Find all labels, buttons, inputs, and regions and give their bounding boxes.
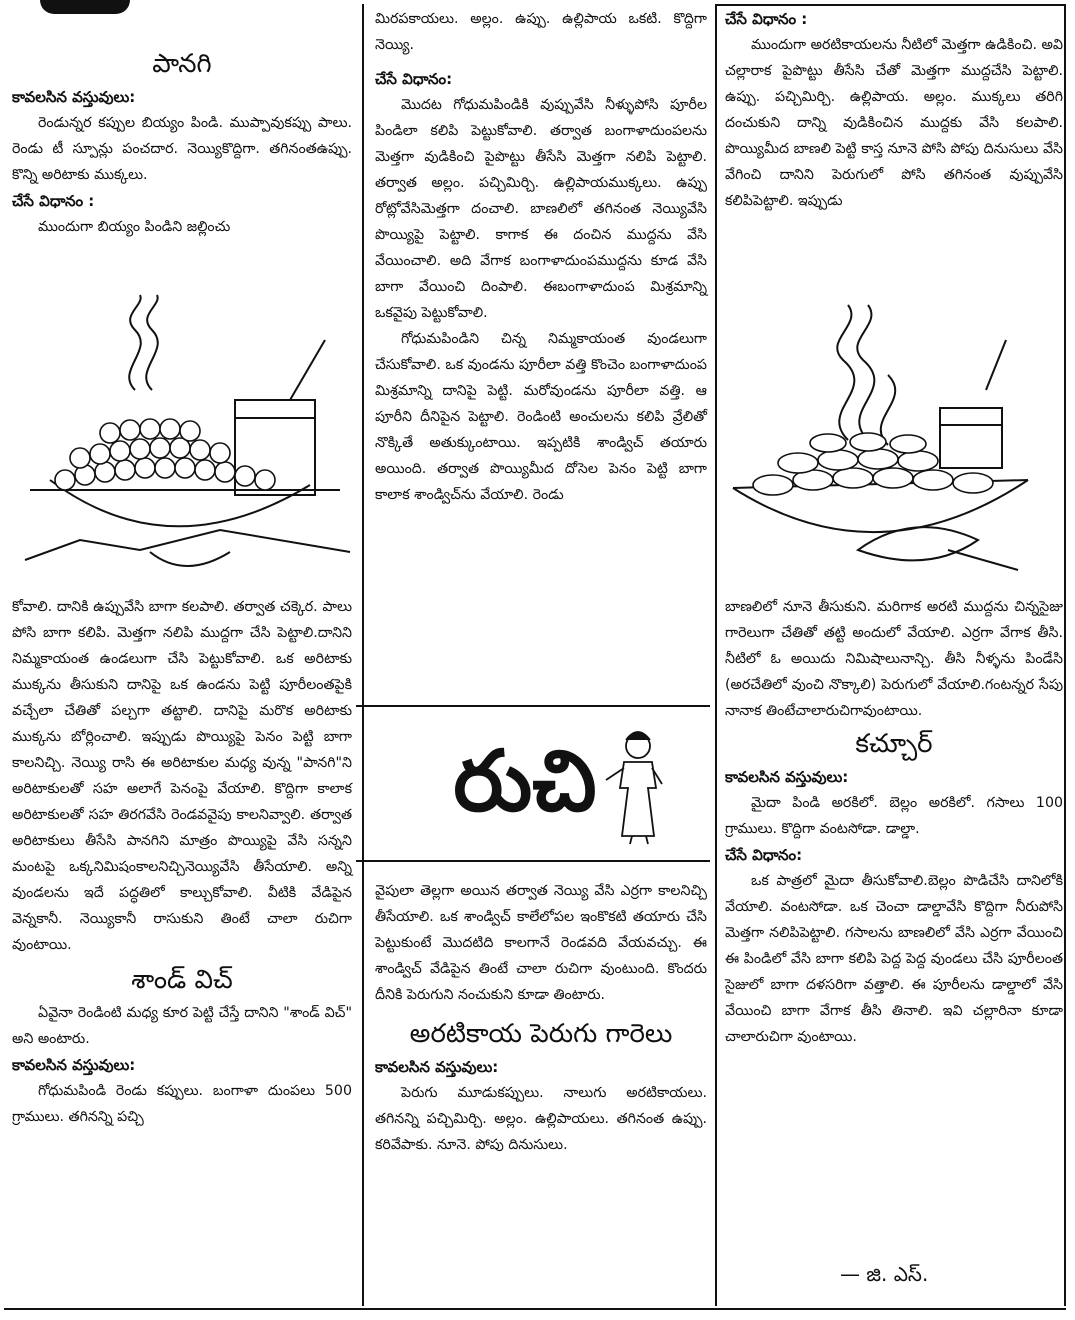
author-signature: — జి. ఎస్. bbox=[840, 1262, 929, 1286]
sandwich-ingredients-heading: కావలసిన వస్తువులు: bbox=[12, 1056, 136, 1074]
brush-stroke-decoration bbox=[40, 0, 130, 14]
sandwich-method-continued: వైపులా తెల్లగా అయిన తర్వాత నెయ్యి వేసి ఎర్రగా కాలనిచ్చి తీసేయాలి. ఒక శాండ్విచ్ కాలేలోపల ఇంకొకటి తయారు చేసి పెట్టుకుంటే మొదటిది కాలగానే రెండవది వేయవచ్చు. ఈ శాండ్విచ్ వేడిపైన తింటే చాలా రుచిగా వుంటుంది. కొందరు దీనికి పెరుగుని నంచుకుని కూడా తింటారు. bbox=[375, 883, 707, 1003]
panagi-method-continued: కోవాలి. దానికి ఉప్పువేసి బాగా కలపాలి. తర్వాత చక్కెర. పాలు పోసి బాగా కలిపి. మెత్తగా నలిపి ముద్దగా చేసి పెట్టాలి.దానిని నిమ్మకాయంత ఉండలుగా చేసి పెట్టుకోవాలి. ఒక అరిటాకు ముక్కను తీసుకుని దానిపై ఒక ఉండను పెట్టి పూరీలంతపైకి వచ్చేలా చేతితో పల్చగా తట్టాలి. దానిపై మరొక అరిటాకు ముక్కను బోర్లించాలి. ఇప్పుడు పొయ్యిపై పెనం పెట్టి బాగా కాలనిచ్చి. నెయ్యి రాసి ఈ అరిటాకుల మధ్య వున్న "పానగి"ని అరిటాకులతో సహ అలాగే పెనంపై వేయాలి. కొద్దిగా కాలాక అరిటాకులతో సహ తిరగవేసి రెండవవైపు కాలనివ్వాలి. తర్వాత అరిటాకులు తీసేసి పానగిని మాత్రం పొయ్యిపై వేసి సన్నని మంటపై ఒక్కనిమిషంకాలనిచ్చినెయ్యివేసి తీసేయాలి. అన్ని వుండలను ఇదే పద్ధతిలో కాల్చుకోవాలి. వీటికి వేడిపైన వెన్నకానీ. నెయ్యికానీ రాసుకుని తింటే చాలా రుచిగా వుంటాయి. bbox=[12, 599, 352, 953]
column-2 bbox=[375, 6, 707, 508]
column-1-continued bbox=[12, 594, 352, 1130]
garelu-ingredients-heading: కావలసిన వస్తువులు: bbox=[375, 1058, 499, 1076]
garelu-ingredients-text: పెరుగు మూడుకప్పులు. నాలుగు అరటికాయలు. తగినన్ని పచ్చిమిర్చి. అల్లం. ఉల్లిపాయలు. తగినంత ఉప్పు. కరివేపాకు. నూనె. పోపు దినుసులు. bbox=[375, 1085, 707, 1153]
column-divider-2 bbox=[715, 4, 717, 1306]
garelu-plate-illustration bbox=[728, 280, 1063, 590]
column-2-continued bbox=[375, 878, 707, 1158]
method-heading: చేసే విధానం : bbox=[12, 192, 95, 210]
sandwich-method-text-2: గోధుమపిండిని చిన్న నిమ్మకాయంత వుండలుగా చేసుకోవాలి. ఒక వుండను పూరీలా వత్తి కొంచెం బంగాళాదుంప మిశ్రమాన్ని దానిపై పెట్టి. మరోవుండను పూరీలా వత్తి. ఆ పూరీని దీనిపైన పెట్టాలి. రెండింటి అంచులను కలిపి వ్రేలితో నొక్కితే అతుక్కుంటాయి. ఇప్పటికి శాండ్విచ్ తయారు అయింది. తర్వాత పొయ్యిమీద దోసెల పెనం పెట్టి బాగా కాలాక శాండ్విచ్‌ను వేయాలి. రెండు bbox=[375, 331, 707, 503]
masthead-title: రుచి bbox=[453, 732, 597, 830]
sandwich-ingredients-text: గోధుమపిండి రెండు కప్పులు. బంగాళా దుంపలు 500 గ్రాములు. తగినన్ని పచ్చి bbox=[12, 1083, 352, 1125]
ruchi-masthead bbox=[410, 718, 700, 848]
column-divider-1 bbox=[362, 4, 364, 1306]
sandwich-method-text-1: మొదట గోధుమపిండికి వుప్పువేసి నీళ్ళుపోసి పూరీల పిండిలా కలిపి పెట్టుకోవాలి. తర్వాత బంగాళాదుంపలను మెత్తగా వుడికించి పైపొట్టు తీసేసి మెత్తగా నలిపి పెట్టాలి. తర్వాత అల్లం. పచ్చిమిర్చి. ఉల్లిపాయముక్కలు. ఉప్పు రోట్లోవేసిమెత్తగా దంచాలి. బాణలిలో తగినంత నెయ్యివేసి పొయ్యిపై పెట్టాలి. కాగాక ఈ దంచిన ముద్దను వేసి వేయించాలి. అది వేగాక బంగాళాదుంపముద్దను కూడ వేసి బాగా వేయించి దింపాలి. ఈబంగాళాదుంప మిశ్రమాన్ని ఒకవైపు పెట్టుకోవాలి. bbox=[375, 97, 707, 321]
recipe-title-kachur: కచ్చూర్ bbox=[855, 729, 933, 759]
garelu-method-text: ముందుగా అరటికాయలను నీటిలో మెత్తగా ఉడికించి. అవి చల్లారాక పైపొట్టు తీసేసి చేతో మెత్తగా ముద్దచేసి పెట్టాలి. ఉప్పు. పచ్చిమిర్చి. ఉల్లిపాయ. అల్లం. ముక్కలు తరిగి దంచుకుని దాన్ని వుడికించిన ముద్దకు వేసి కలపాలి. పొయ్యిమీద బాణలి పెట్టి కాస్త నూనె పోసి పోపు దినుసులు వేసి వేగించి దానిని పెరుగులో పోసి తగినంత వుప్పువేసి కలిపిపెట్టాలి. ఇప్పుడు bbox=[725, 37, 1063, 209]
recipe-title-sandwich: శాండ్ విచ్ bbox=[131, 965, 233, 995]
column-1 bbox=[12, 44, 352, 240]
kachur-ingredients-text: మైదా పిండి అరకిలో. బెల్లం అరకిలో. గసాలు 100 గ్రాములు. కొద్దిగా వంటసోడా. డాల్డా. bbox=[725, 795, 1063, 837]
right-border bbox=[1064, 4, 1066, 1306]
sandwich-ingredients-continued: మిరపకాయలు. అల్లం. ఉప్పు. ఉల్లిపాయ ఒకటి. కొద్దిగా నెయ్యి. bbox=[375, 11, 707, 53]
steam-icon bbox=[129, 295, 141, 390]
sandwich-method-heading: చేసే విధానం: bbox=[375, 70, 453, 88]
masthead-bottom-rule bbox=[356, 860, 710, 862]
method-text: ముందుగా బియ్యం పిండిని జల్లించు bbox=[38, 219, 231, 235]
masthead-top-rule bbox=[356, 705, 710, 707]
kachur-method-heading: చేసే విధానం: bbox=[725, 846, 803, 864]
ingredients-text: రెండున్నర కప్పుల బియ్యం పిండి. ముప్పావుకప్పు పాలు. రెండు టీ స్పూన్లు పంచదార. నెయ్యికొద్దిగా. తగినంతఉప్పు. కొన్ని అరిటాకు ముక్కలు. bbox=[12, 115, 352, 183]
sandwich-intro: ఏవైనా రెండింటి మధ్య కూర పెట్టి చేస్తే దానిని "శాండ్ విచ్" అని అంటారు. bbox=[12, 1005, 352, 1047]
ingredients-heading: కావలసిన వస్తువులు: bbox=[12, 88, 136, 106]
recipe-title-aratikaya-perugu-garelu: అరటికాయ పెరుగు గారెలు bbox=[409, 1019, 673, 1049]
panagi-bowl-illustration bbox=[20, 290, 360, 580]
kachur-ingredients-heading: కావలసిన వస్తువులు: bbox=[725, 768, 849, 786]
column-3-continued bbox=[725, 594, 1063, 1050]
steam-icon bbox=[837, 305, 854, 440]
garelu-method-continued: బాణలిలో నూనె తీసుకుని. మరిగాక అరటి ముద్దను చిన్నసైజు గారెలుగా చేతితో తట్టి అందులో వేయాలి. ఎర్రగా వేగాక తీసి. నీటిలో ఓ అయిదు నిమిషాలునాన్చి. తీసి నీళ్ళను పిండేసి (అరచేతిలో వుంచి నొక్కాలి) పెరుగులో వేయాలి.గంటన్నర సేపు నానాక తింటేచాలారుచిగావుంటాయి. bbox=[725, 599, 1063, 719]
recipe-title-panagi: పానగి bbox=[152, 49, 212, 79]
bottom-border bbox=[4, 1308, 1066, 1310]
column-3 bbox=[725, 6, 1063, 214]
woman-figure-icon bbox=[606, 732, 662, 844]
kachur-method-text: ఒక పాత్రలో మైదా తీసుకోవాలి.బెల్లం పొడిచేసి దానిలోకి వేయాలి. వంటసోడా. ఒక చెంచా డాల్డావేసి కొద్దిగా నీరుపోసి మెత్తగా నలిపిపెట్టాలి. గసాలను బాణలిలో వేసి ఎర్రగా వేయించి ఈ పిండిలో వేసి బాగా కలిపి పెద్ద పెద్ద వుండలు చేసి పూరీలంత సైజులో బాగా దళసరిగా వత్తాలి. ఈ పూరీలను డాల్డాలో వేసి వేయించి బాగా వేగాక తీసి తినాలి. ఇవి చల్లారినా కూడా చాలారుచిగా వుంటాయి. bbox=[725, 873, 1063, 1045]
garelu-method-heading: చేసే విధానం : bbox=[725, 10, 808, 28]
